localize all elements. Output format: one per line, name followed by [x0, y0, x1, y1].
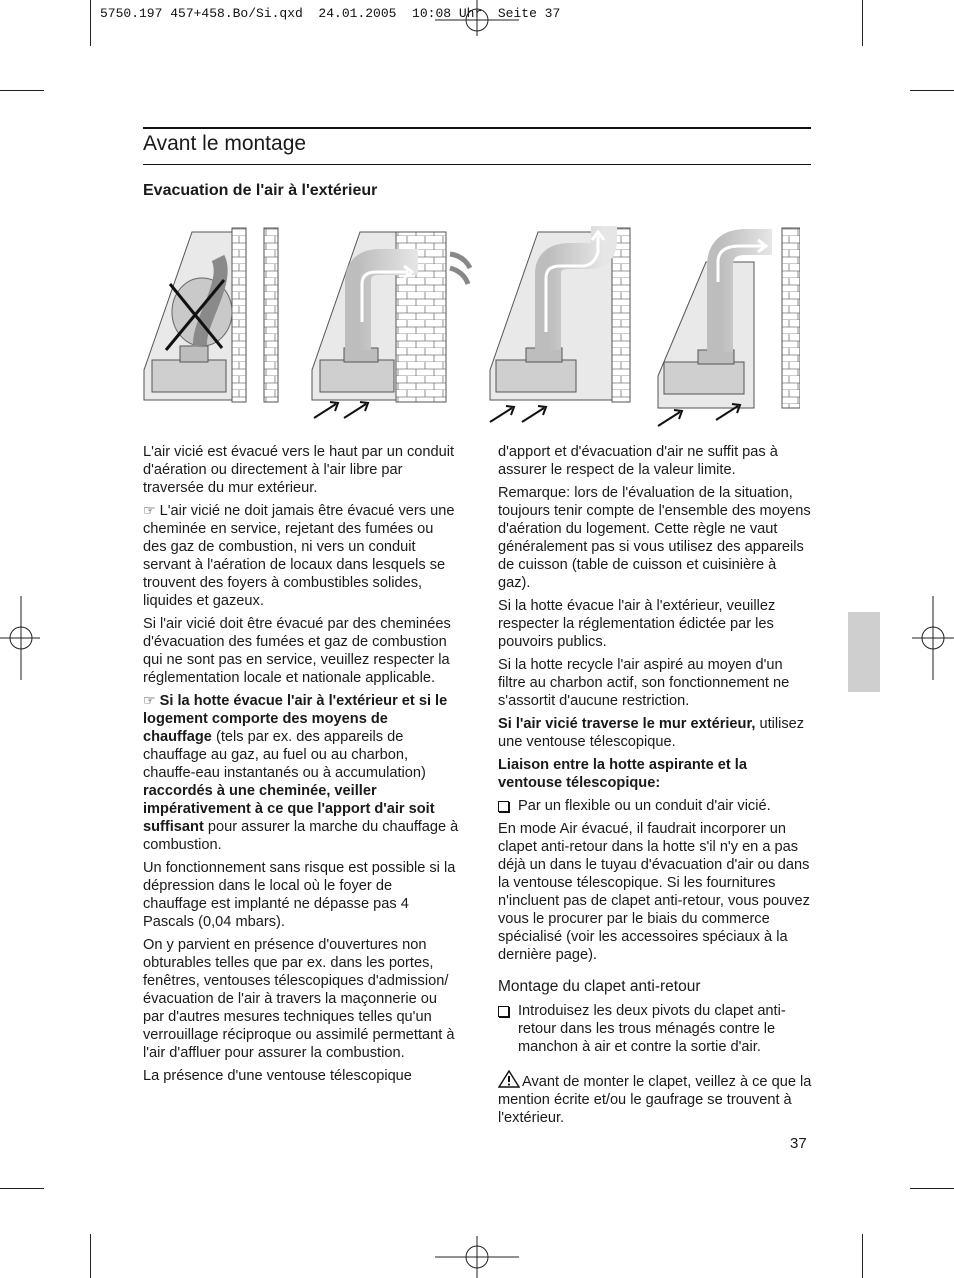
- crop-mark: [0, 90, 44, 91]
- paragraph: [498, 756, 812, 792]
- crop-mark: [862, 1234, 863, 1278]
- paragraph: Un fonctionnement sans risque est possible si la dépression dans le local où le foyer de chauffage est implanté ne dépasse pas 4 Pascals (0,04 mbars).: [143, 860, 456, 930]
- warning-icon: [498, 1070, 520, 1088]
- title-rule-top: [143, 127, 811, 129]
- page-title: Avant le montage: [143, 132, 307, 155]
- checkbox-square-icon: [498, 1006, 509, 1017]
- print-slug: 5750.197 457+458.Bo/Si.qxd 24.01.2005 10:08 Uhr Seite 37: [100, 6, 561, 21]
- panel-vertical: [490, 226, 630, 422]
- panel-elbow: [658, 228, 800, 426]
- installation-figure: [140, 222, 800, 432]
- paragraph: d'apport et d'évacuation d'air ne suffit pas à assurer le respect de la valeur limite.: [498, 444, 778, 478]
- paragraph: Si la hotte évacue l'air à l'extérieur, veuillez respecter la réglementation édictée par les pouvoirs publics.: [498, 598, 776, 650]
- crop-mark: [862, 0, 863, 46]
- pointing-hand-icon: ☞: [143, 503, 156, 519]
- crop-mark: [910, 90, 954, 91]
- crop-mark: [910, 1188, 954, 1189]
- paragraph: Si la hotte recycle l'air aspiré au moyen d'un filtre au charbon actif, son fonctionnement ne s'assortit d'aucune restriction.: [498, 657, 790, 709]
- paragraph-bold: Si la hotte évacue l'air à l'extérieur et si le logement comporte des moyens de chauffage: [143, 693, 448, 745]
- chapter-tab: [848, 612, 880, 692]
- paragraph: Si l'air vicié doit être évacué par des cheminées d'évacuation des fumées et gaz de combustion qui ne sont pas en service, veuillez respecter la réglementation locale et nationale applicable.: [143, 616, 451, 686]
- registration-mark-right: [912, 596, 954, 680]
- paragraph-text: pour assurer la marche du chauffage à combustion.: [143, 819, 459, 853]
- checkbox-square-icon: [498, 801, 509, 812]
- left-column: [143, 443, 459, 1090]
- paragraph-text: utilisez une ventouse télescopique.: [498, 716, 805, 750]
- crop-mark: [90, 0, 91, 46]
- pointing-hand-icon: ☞: [143, 693, 156, 709]
- paragraph-bold: raccordés à une cheminée, veiller impérativement à ce que l'apport d'air soit suffisant: [143, 783, 435, 835]
- section-heading: Evacuation de l'air à l'extérieur: [143, 182, 378, 199]
- list-item-text: Introduisez les deux pivots du clapet anti-retour dans les trous ménagés contre le manchon à air et contre la sortie d'air.: [518, 1003, 786, 1055]
- crop-mark: [90, 1234, 91, 1278]
- paragraph-bold: Liaison entre la hotte aspirante et la ventouse télescopique:: [498, 757, 747, 791]
- list-item: [498, 1002, 812, 1056]
- paragraph-text: Avant de monter le clapet, veillez à ce que la mention écrite et/ou le gaufrage se trouvent à l'extérieur.: [498, 1074, 812, 1126]
- paragraph: [143, 502, 459, 610]
- crop-mark: [0, 1188, 44, 1189]
- paragraph: [143, 692, 459, 854]
- list-item-text: Par un flexible ou un conduit d'air vicié.: [518, 798, 771, 814]
- right-column: [498, 443, 812, 1132]
- panel-forbidden: [144, 228, 278, 402]
- paragraph: [498, 1070, 812, 1127]
- subsection-heading: Montage du clapet anti-retour: [498, 978, 701, 995]
- paragraph-text: L'air vicié ne doit jamais être évacué vers une cheminée en service, rejetant des fumées ou des gaz de combustion, ni vers un conduit servant à l'aération de locaux dans lesquels se trouvent des foyers à combustibles solides, liquides et gazeux.: [143, 503, 455, 609]
- paragraph: La présence d'une ventouse télescopique: [143, 1068, 412, 1084]
- list-item: [498, 797, 812, 815]
- paragraph-text: (tels par ex. des appareils de chauffage au gaz, au fuel ou au charbon, chauffe-eau instantanés ou à accumulation): [143, 729, 426, 781]
- paragraph: En mode Air évacué, il faudrait incorporer un clapet anti-retour dans la hotte s'il n'y en a pas déjà un dans le tuyau d'évacuation d'air ou dans la ventouse télescopique. Si les fournitures n'incluent pas de clapet anti-retour, vous pouvez vous le procurer par le biais du commerce spécialisé (voir les accessoires spéciaux à la dernière page).: [498, 821, 810, 963]
- paragraph: On y parvient en présence d'ouvertures non obturables telles que par ex. dans les portes, fenêtres, ventouses télescopiques d'admission/évacuation de l'air à travers la maçonnerie ou par d'autres mesures techniques telles qu'un verrouillage réciproque ou assimilé permettant à l'air d'affluer pour assurer la combustion.: [143, 937, 455, 1061]
- page-number: 37: [790, 1135, 807, 1152]
- registration-mark-left: [0, 596, 40, 680]
- paragraph-bold: Si l'air vicié traverse le mur extérieur,: [498, 716, 756, 732]
- registration-mark-top: [435, 0, 519, 36]
- title-rule-bottom: [143, 164, 811, 165]
- paragraph: [498, 715, 812, 751]
- paragraph: Remarque: lors de l'évaluation de la situation, toujours tenir compte de l'ensemble des moyens d'aération du logement. Cette règle ne vaut généralement pas si vous utilisez des appareils de cuisson (table de cuisson et cuisinière à gaz).: [498, 485, 811, 591]
- panel-wall: [312, 232, 470, 418]
- paragraph: L'air vicié est évacué vers le haut par un conduit d'aération ou directement à l'air libre par traversée du mur extérieur.: [143, 444, 455, 496]
- registration-mark-bottom: [435, 1236, 519, 1278]
